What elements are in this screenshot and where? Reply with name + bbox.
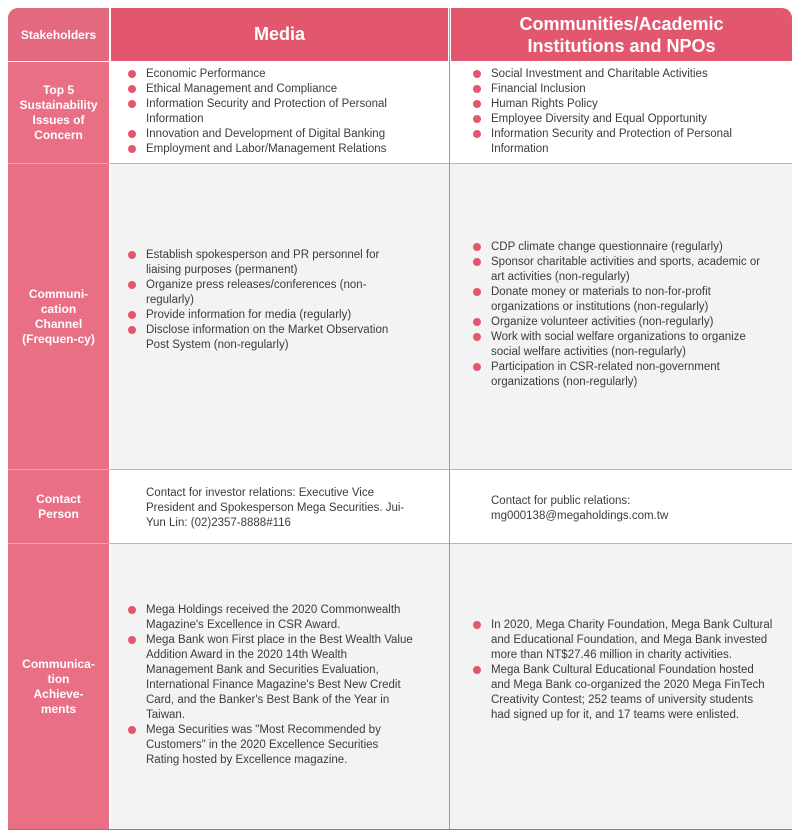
bullet-icon [473,85,481,93]
list-item [473,330,773,360]
issues-media-cell [128,67,433,157]
list-item [473,82,778,97]
bullet-icon [473,318,481,326]
list-item [473,97,778,112]
list-item-text: Financial Inclusion [491,83,586,95]
bullet-icon [128,606,136,614]
list-item [128,603,413,633]
contact-media-text: Contact for investor relations: Executive Vice President and Spokesperson Mega Securities. Jui-Yun Lin: (02)2357-8888#116 [146,487,405,529]
list-item-text: Employee Diversity and Equal Opportunity [491,113,708,125]
list-item-text: Mega Holdings received the 2020 Commonwealth Magazine's Excellence in CSR Award. [146,604,401,631]
row-separator [8,469,792,470]
channel-communities-cell [473,240,773,390]
bullet-icon [128,326,136,334]
bullet-icon [128,70,136,78]
bullet-icon [473,70,481,78]
list-item [473,618,773,663]
channel-communities-list [473,240,773,390]
bullet-icon [473,288,481,296]
list-item [128,308,413,323]
list-item [128,633,413,723]
row-label-achievements [8,544,109,829]
list-item [473,663,773,723]
list-item [128,97,433,127]
list-item [128,82,433,97]
contact-media-cell [146,486,418,531]
list-item-text: Ethical Management and Compliance [146,83,338,95]
list-item [128,323,413,353]
row-label-channel-text: Communi-cation Channel (Frequen-cy) [22,286,95,346]
list-item [473,255,773,285]
row-separator [8,163,792,164]
list-item [473,127,778,157]
list-item [473,285,773,315]
list-item-text: Disclose information on the Market Observation Post System (non-regularly) [146,324,389,351]
bullet-icon [128,130,136,138]
issues-media-list [128,67,433,157]
achievements-media-cell [128,603,413,768]
contact-communities-text: Contact for public relations: mg000138@megaholdings.com.tw [491,495,669,522]
list-item [128,278,413,308]
header-communities [451,8,792,61]
list-item-text: CDP climate change questionnaire (regularly) [491,241,723,253]
contact-communities-cell [491,494,761,524]
list-item [473,240,773,255]
row-label-channel [8,164,109,469]
list-item-text: Human Rights Policy [491,98,598,110]
list-item-text: Provide information for media (regularly) [146,309,352,321]
list-item-text: Social Investment and Charitable Activities [491,68,708,80]
header-stakeholders: Stakeholders [8,8,109,61]
row-label-issues-text: Top 5 Sustainability Issues of Concern [19,82,98,142]
list-item-text: Organize press releases/conferences (non-regularly) [146,279,367,306]
list-item [473,315,773,330]
row-label-contact-text: Contact Person [36,491,81,521]
header-media: Media [111,8,448,61]
bullet-icon [473,130,481,138]
bullet-icon [473,258,481,266]
row-label-contact [8,470,109,543]
bullet-icon [473,363,481,371]
bullet-icon [473,333,481,341]
bullet-icon [128,636,136,644]
bullet-icon [473,621,481,629]
achievements-media-list [128,603,413,768]
list-item [473,67,778,82]
bullet-icon [128,85,136,93]
list-item-text: Information Security and Protection of Personal Information [491,128,732,155]
list-item [128,67,433,82]
bullet-icon [473,115,481,123]
list-item-text: Establish spokesperson and PR personnel for liaising purposes (permanent) [146,249,380,276]
list-item-text: Innovation and Development of Digital Banking [146,128,386,140]
row-label-issues [8,62,109,163]
list-item-text: Mega Bank Cultural Educational Foundation hosted and Mega Bank co-organized the 2020 Mega FinTech Creativity Contest; 252 teams of university students had signed up for it, and 17 teams were enlisted. [491,664,765,721]
bullet-icon [473,100,481,108]
issues-communities-list [473,67,778,157]
table-bottom-border [8,829,792,830]
bullet-icon [128,311,136,319]
list-item-text: Employment and Labor/Management Relations [146,143,387,155]
list-item-text: In 2020, Mega Charity Foundation, Mega Bank Cultural and Educational Foundation, and Mega Bank invested more than NT$27.46 million in charity activities. [491,619,773,661]
achievements-communities-cell [473,618,773,723]
achievements-communities-list [473,618,773,723]
list-item [473,360,773,390]
list-item-text: Sponsor charitable activities and sports, academic or art activities (non-regularly) [491,256,761,283]
list-item-text: Organize volunteer activities (non-regularly) [491,316,714,328]
bullet-icon [128,251,136,259]
row-label-achievements-text: Communica-tion Achieve-ments [22,656,95,716]
list-item-text: Work with social welfare organizations to organize social welfare activities (non-regularly) [491,331,746,358]
bullet-icon [473,666,481,674]
list-item-text: Participation in CSR-related non-government organizations (non-regularly) [491,361,720,388]
list-item [128,723,413,768]
issues-communities-cell [473,67,778,157]
column-divider [449,8,450,830]
list-item [128,248,413,278]
channel-media-cell [128,248,413,353]
bullet-icon [128,281,136,289]
bullet-icon [128,100,136,108]
list-item [128,142,433,157]
bullet-icon [128,726,136,734]
channel-media-list [128,248,413,353]
bullet-icon [128,145,136,153]
header-communities-text: Communities/Academic Institutions and NPOs [519,13,724,56]
list-item-text: Economic Performance [146,68,266,80]
list-item [128,127,433,142]
row-separator [8,543,792,544]
list-item-text: Donate money or materials to non-for-profit organizations or institutions (non-regularly) [491,286,711,313]
bullet-icon [473,243,481,251]
list-item-text: Information Security and Protection of Personal Information [146,98,387,125]
list-item-text: Mega Bank won First place in the Best Wealth Value Addition Award in the 2020 14th Wealth Management Bank and Securities Evaluation, International Finance Magazine's Best New Credit Card, and the Banker's Best Bank of the Year in Taiwan. [146,634,413,721]
list-item-text: Mega Securities was "Most Recommended by Customers" in the 2020 Excellence Securities Rating hosted by Excellence magazine. [146,724,381,766]
list-item [473,112,778,127]
